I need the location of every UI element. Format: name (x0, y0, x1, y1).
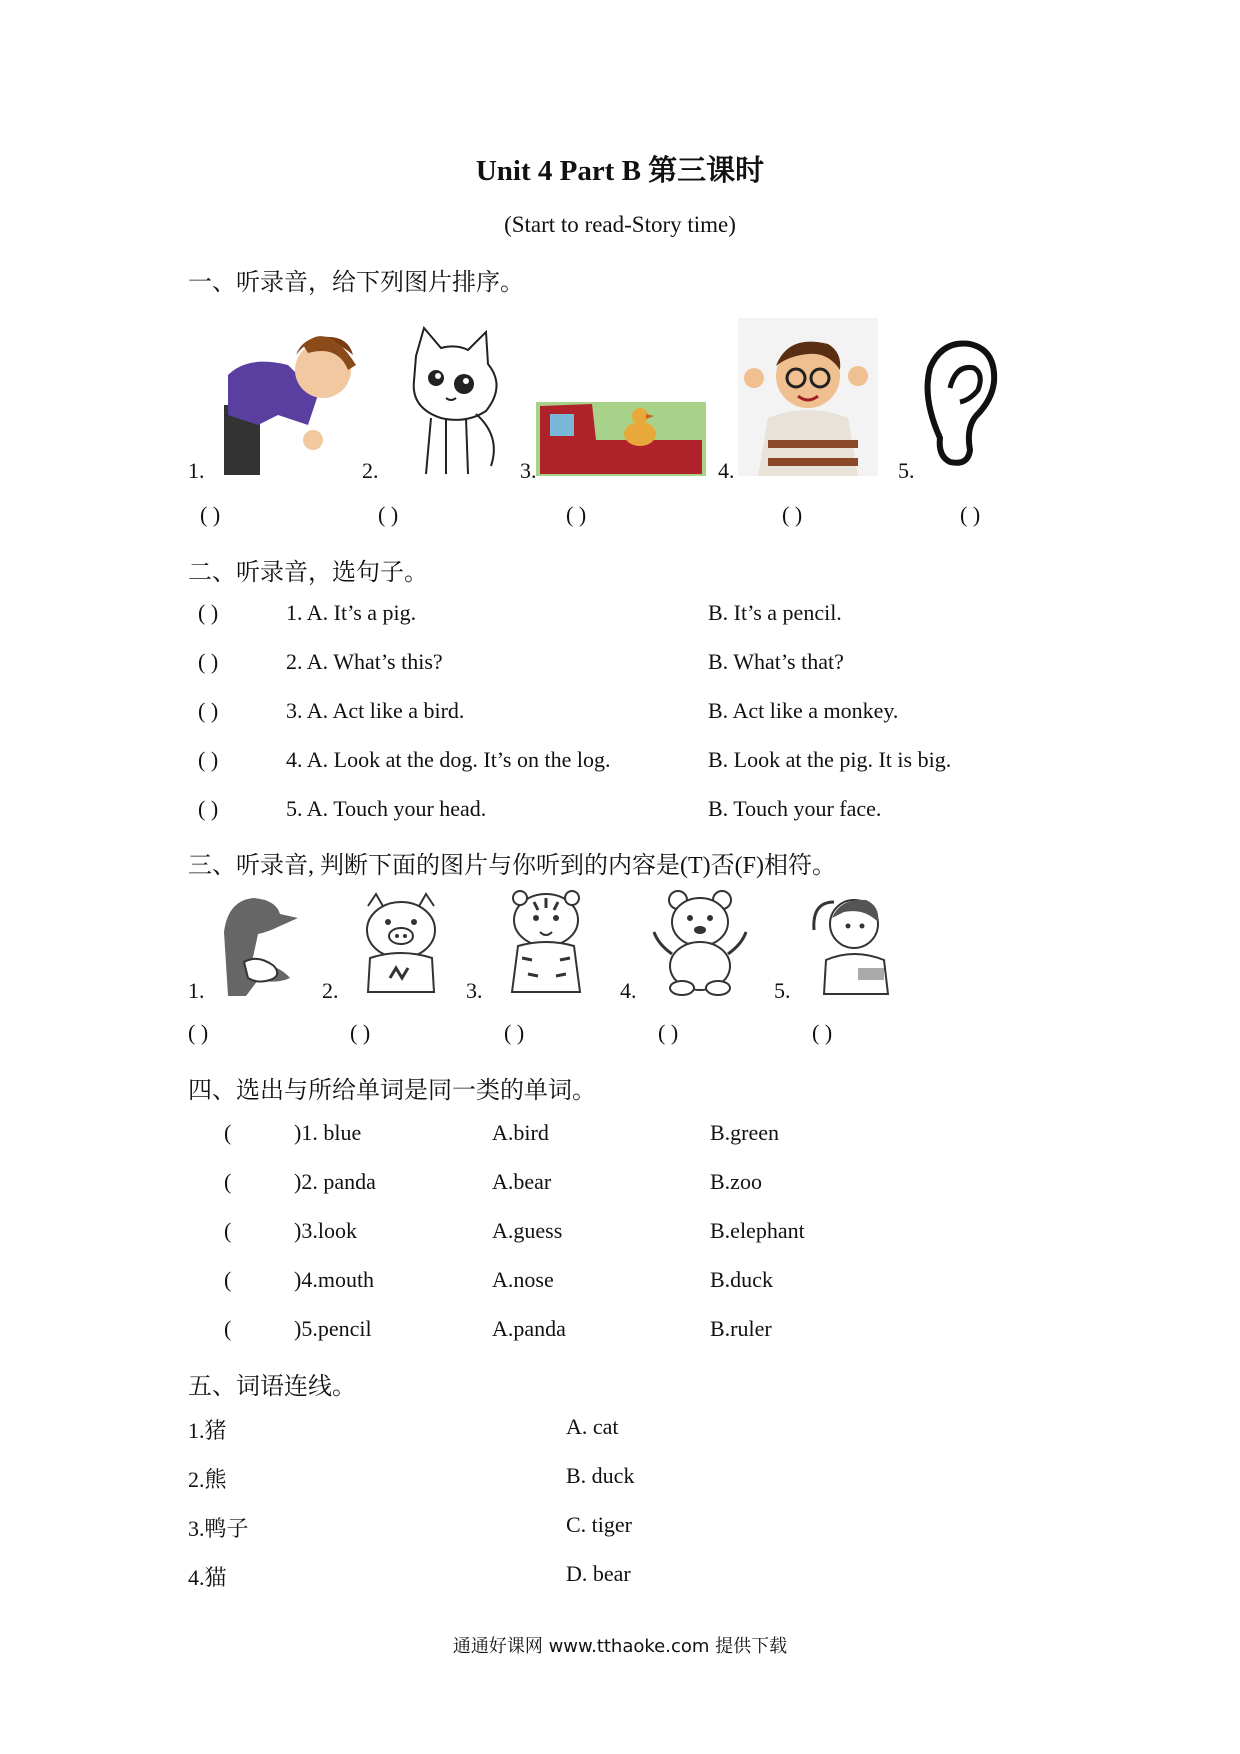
section1-item-number: 4. (718, 458, 735, 483)
hand-shadow-icon (218, 892, 298, 996)
section3-heading: 三、听录音, 判断下面的图片与你听到的内容是(T)否(F)相符。 (188, 853, 836, 879)
answer-blank[interactable]: ( ) (188, 1020, 209, 1045)
match-right-item[interactable]: B. duck (566, 1463, 635, 1488)
boy-bowing-icon (218, 315, 366, 477)
option-b: B.green (710, 1120, 780, 1145)
answer-blank[interactable]: ( ) (378, 502, 399, 527)
option-b: B.zoo (710, 1169, 762, 1194)
answer-blank[interactable]: ( ) (812, 1020, 833, 1045)
page-title: Unit 4 Part B 第三课时 (475, 155, 765, 187)
section3-item-number: 4. (620, 978, 637, 1003)
answer-blank[interactable]: ( ) (198, 747, 219, 772)
match-right-item[interactable]: D. bear (566, 1561, 631, 1586)
section4-heading: 四、选出与所给单词是同一类的单词。 (188, 1078, 596, 1104)
section1-heading: 一、听录音，给下列图片排序。 (188, 270, 524, 296)
option-a: 2. A. What’s this? (286, 649, 443, 674)
answer-blank[interactable]: ( ) (198, 600, 219, 625)
answer-blank[interactable]: ( (224, 1316, 232, 1341)
option-a: 4. A. Look at the dog. It’s on the log. (286, 747, 611, 772)
option-a: A.panda (492, 1316, 566, 1341)
option-b: B.ruler (710, 1316, 772, 1341)
answer-blank[interactable]: ( ) (960, 502, 981, 527)
match-left-item[interactable]: 1.猪 (188, 1418, 227, 1443)
section3-item-number: 5. (774, 978, 791, 1003)
option-a: 3. A. Act like a bird. (286, 698, 465, 723)
section1-item-number: 2. (362, 458, 379, 483)
answer-blank[interactable]: ( (224, 1169, 232, 1194)
option-b: B. What’s that? (708, 649, 844, 674)
given-word: )3.look (294, 1218, 357, 1243)
answer-blank[interactable]: ( (224, 1267, 232, 1292)
answer-blank[interactable]: ( ) (350, 1020, 371, 1045)
option-b: B.duck (710, 1267, 773, 1292)
given-word: )1. blue (294, 1120, 362, 1145)
answer-blank[interactable]: ( ) (198, 698, 219, 723)
match-right-item[interactable]: C. tiger (566, 1512, 632, 1537)
section3-item-number: 2. (322, 978, 339, 1003)
bear-icon (650, 888, 750, 996)
answer-blank[interactable]: ( (224, 1120, 232, 1145)
answer-blank[interactable]: ( (224, 1218, 232, 1243)
boy-with-glasses-icon (738, 318, 878, 476)
match-left-item[interactable]: 2.熊 (188, 1467, 227, 1492)
answer-blank[interactable]: ( ) (658, 1020, 679, 1045)
option-a: A.guess (492, 1218, 563, 1243)
match-right-item[interactable]: A. cat (566, 1414, 619, 1439)
section2-heading: 二、听录音，选句子。 (188, 560, 428, 586)
cat-icon (396, 326, 508, 478)
option-a: 1. A. It’s a pig. (286, 600, 417, 625)
page-footer: 通通好课网 www.tthaoke.com 提供下载 (452, 1636, 788, 1657)
pig-icon (354, 892, 448, 996)
section1-item-number: 5. (898, 458, 915, 483)
section1-item-number: 3. (520, 458, 537, 483)
truck-with-duck-icon (536, 400, 706, 476)
option-b: B. Act like a monkey. (708, 698, 899, 723)
ear-icon (920, 338, 1000, 468)
boy-touching-head-icon (804, 890, 894, 996)
section3-item-number: 1. (188, 978, 205, 1003)
answer-blank[interactable]: ( ) (198, 796, 219, 821)
option-a: A.nose (492, 1267, 554, 1292)
option-b: B. Look at the pig. It is big. (708, 747, 952, 772)
option-b: B.elephant (710, 1218, 805, 1243)
answer-blank[interactable]: ( ) (782, 502, 803, 527)
answer-blank[interactable]: ( ) (200, 502, 221, 527)
answer-blank[interactable]: ( ) (198, 649, 219, 674)
section1-item-number: 1. (188, 458, 205, 483)
answer-blank[interactable]: ( ) (566, 502, 587, 527)
answer-blank[interactable]: ( ) (504, 1020, 525, 1045)
given-word: )2. panda (294, 1169, 376, 1194)
option-b: B. It’s a pencil. (708, 600, 842, 625)
section5-heading: 五、词语连线。 (188, 1374, 356, 1400)
match-left-item[interactable]: 4.猫 (188, 1565, 227, 1590)
option-b: B. Touch your face. (708, 796, 882, 821)
given-word: )4.mouth (294, 1267, 375, 1292)
page-subtitle: (Start to read-Story time) (504, 212, 736, 237)
option-a: 5. A. Touch your head. (286, 796, 487, 821)
match-left-item[interactable]: 3.鸭子 (188, 1516, 249, 1541)
option-a: A.bear (492, 1169, 552, 1194)
option-a: A.bird (492, 1120, 549, 1145)
section3-item-number: 3. (466, 978, 483, 1003)
tiger-icon (498, 888, 594, 996)
given-word: )5.pencil (294, 1316, 372, 1341)
